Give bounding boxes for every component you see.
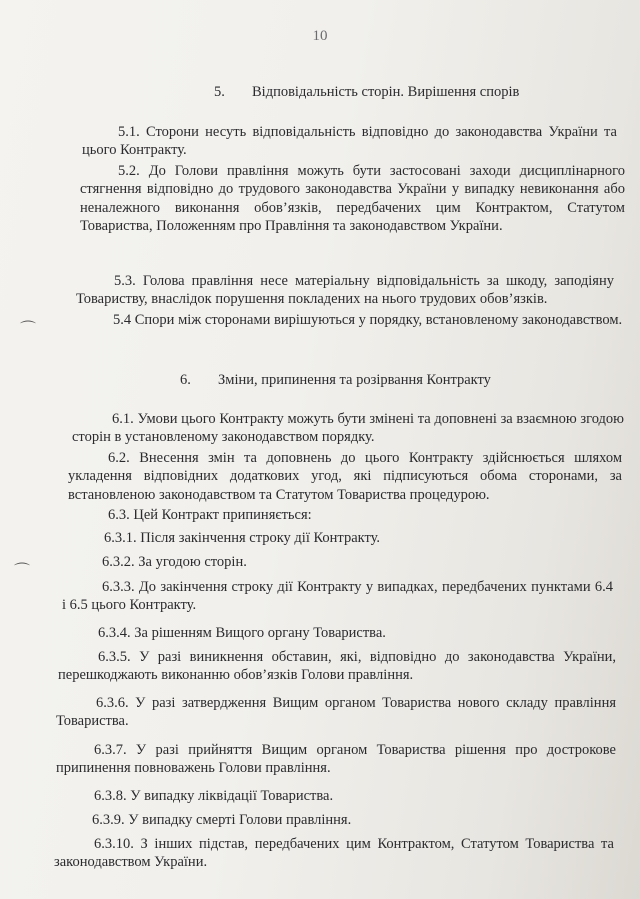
section-6-heading <box>180 372 491 389</box>
clause-5-1: 5.1. Сторони несуть відповідальність відповідно до законодавства України та цього Контракту. <box>82 124 617 159</box>
clause-6-3-1: 6.3.1. Після закінчення строку дії Контракту. <box>104 530 381 546</box>
section-6-title: Зміни, припинення та розірвання Контракту <box>218 372 491 388</box>
section-5-heading <box>214 84 519 101</box>
clause-6-1: 6.1. Умови цього Контракту можуть бути змінені та доповнені за взаємною згодою сторін в установленому законодавством порядку. <box>72 411 624 446</box>
clause-6-3-2: 6.3.2. За угодою сторін. <box>102 554 247 570</box>
clause-6-3-6: 6.3.6. У разі затвердження Вищим органом Товариства нового складу правління Товариства. <box>56 695 616 730</box>
section-6-number: 6. <box>180 372 191 388</box>
clause-6-3-9: 6.3.9. У випадку смерті Голови правління. <box>92 812 352 828</box>
section-5-title: Відповідальність сторін. Вирішення спорів <box>252 84 520 100</box>
clause-6-3-7: 6.3.7. У разі прийняття Вищим органом Товариства рішення про дострокове припинення повноважень Голови правління. <box>56 742 616 777</box>
clause-6-3: 6.3. Цей Контракт припиняється: <box>108 507 312 523</box>
clause-5-4: 5.4 Спори між сторонами вирішуються у порядку, встановленому законодавством. <box>113 312 623 328</box>
clause-5-3: 5.3. Голова правління несе матеріальну відповідальність за шкоду, заподіяну Товариству, внаслідок порушення покладених на нього трудових обов’язків. <box>76 273 614 308</box>
margin-mark: ⌒ <box>20 321 37 338</box>
clause-6-3-10: 6.3.10. З інших підстав, передбачених цим Контрактом, Статутом Товариства та законодавством України. <box>54 836 614 871</box>
page-number: 10 <box>312 28 328 44</box>
clause-6-3-3: 6.3.3. До закінчення строку дії Контракту у випадках, передбачених пунктами 6.4 і 6.5 цього Контракту. <box>62 579 613 614</box>
clause-6-2: 6.2. Внесення змін та доповнень до цього Контракту здійснюється шляхом укладення відповідних додаткових угод, які підписуються обома сторонами, за встановленою законодавством та Статутом Товариства процедурою. <box>68 450 622 503</box>
section-5-number: 5. <box>214 84 225 100</box>
clause-6-3-8: 6.3.8. У випадку ліквідації Товариства. <box>94 788 334 804</box>
margin-mark: ⌒ <box>14 563 31 580</box>
clause-6-3-5: 6.3.5. У разі виникнення обставин, які, відповідно до законодавства України, перешкоджають виконанню обов’язків Голови правління. <box>58 649 616 684</box>
clause-5-2: 5.2. До Голови правління можуть бути застосовані заходи дисциплінарного стягнення відповідно до трудового законодавства України у випадку невиконання або неналежного виконання обов’язків, передбачених цим Контрактом, Статутом Товариства, Положенням про Правління та законодавством України. <box>80 163 625 235</box>
clause-6-3-4: 6.3.4. За рішенням Вищого органу Товариства. <box>98 625 386 641</box>
